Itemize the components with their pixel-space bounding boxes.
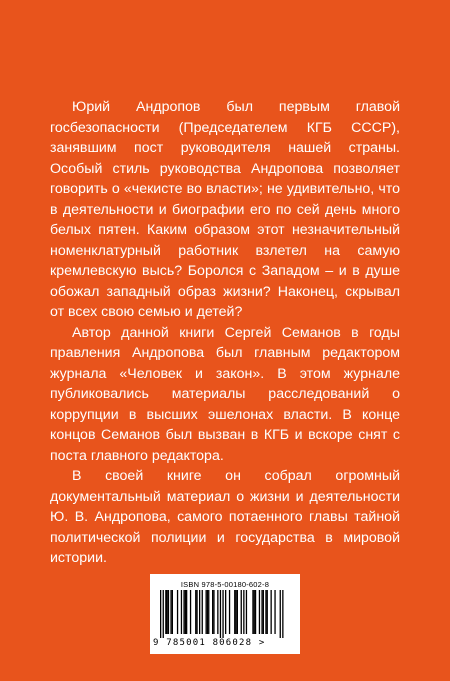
barcode-bar (254, 590, 255, 634)
blurb-paragraph-1: Юрий Андропов был первым главой госбезопасности (Председателем КГБ СССР), занявшим пост руководителя нашей страны. Особый стиль руководства Андропова позволяет говорить о «чекисте во власти»; не удивительно, что в деятельности и биографии его по сей день много белых пятен. Каким образом этот незначительный номенклатурный работник взлетел на самую кремлевскую высь? Боролся с Западом – и в душе обожал западный образ жизни? Наконец, скрывал от всех свою семью и детей? (50, 99, 400, 320)
barcode-bar (261, 590, 262, 634)
barcode-bar (170, 590, 171, 634)
barcode-bar (165, 590, 166, 634)
barcode-bar (235, 590, 236, 634)
barcode-bar (274, 590, 275, 634)
barcode-bar (234, 590, 235, 634)
barcode-bar (280, 590, 281, 638)
barcode-bar (237, 590, 238, 634)
barcode-bar (222, 590, 223, 638)
barcode-bar (255, 590, 256, 634)
barcode-bar (172, 590, 173, 634)
barcode-bar (213, 590, 214, 634)
barcode-bar (267, 590, 268, 634)
barcode-bar (196, 590, 197, 634)
barcode-bar (208, 590, 209, 634)
barcode-bar (212, 590, 213, 634)
barcode-bar (207, 590, 208, 634)
barcode-bar (206, 590, 207, 634)
barcode-image (160, 590, 290, 638)
barcode-bar (259, 590, 260, 634)
barcode-bar (241, 590, 242, 634)
barcode-bar (263, 590, 264, 634)
barcode-bar (282, 590, 283, 638)
barcode-bar (168, 590, 169, 634)
barcode-bar (217, 590, 218, 634)
barcode-label (150, 574, 300, 654)
barcode-bar (167, 590, 168, 634)
ean-digits: 9 785001 806028 > (153, 638, 266, 648)
barcode-bar (181, 590, 182, 634)
barcode-bar (163, 590, 164, 638)
barcode-bar (220, 590, 221, 638)
barcode-bar (183, 590, 184, 634)
cover-blurb (50, 97, 400, 569)
barcode-bar (229, 590, 230, 634)
barcode-bar (177, 590, 178, 634)
barcode-bar (265, 590, 266, 634)
barcode-bar (243, 590, 244, 634)
blurb-paragraph-3: В своей книге он собрал огромный документальный материал о жизни и деятельности Ю. В. Андропова, самого потаенного главы тайной политической полиции и государства в мировой истории. (50, 468, 400, 566)
isbn-number: ISBN 978-5-00180-602-8 (180, 580, 270, 589)
barcode-bar (225, 590, 226, 634)
barcode-bar (186, 590, 187, 634)
barcode-bar (252, 590, 253, 634)
barcode-bar (199, 590, 200, 634)
barcode-bar (160, 590, 161, 638)
barcode-bar (246, 590, 247, 634)
barcode-bar (202, 590, 203, 634)
barcode-bar (271, 590, 272, 634)
blurb-paragraph-2: Автор данной книги Сергей Семанов в годы правления Андропова был главным редактором журнала «Человек и закон». В этом журнале публиковались материалы расследований о коррупции в высших эшелонах власти. В конце концов Семанов был вызван в КГБ и вскоре снят с поста главного редактора. (50, 324, 400, 464)
barcode-bar (190, 590, 191, 634)
barcode-bar (195, 590, 196, 634)
barcode-bar (185, 590, 186, 634)
